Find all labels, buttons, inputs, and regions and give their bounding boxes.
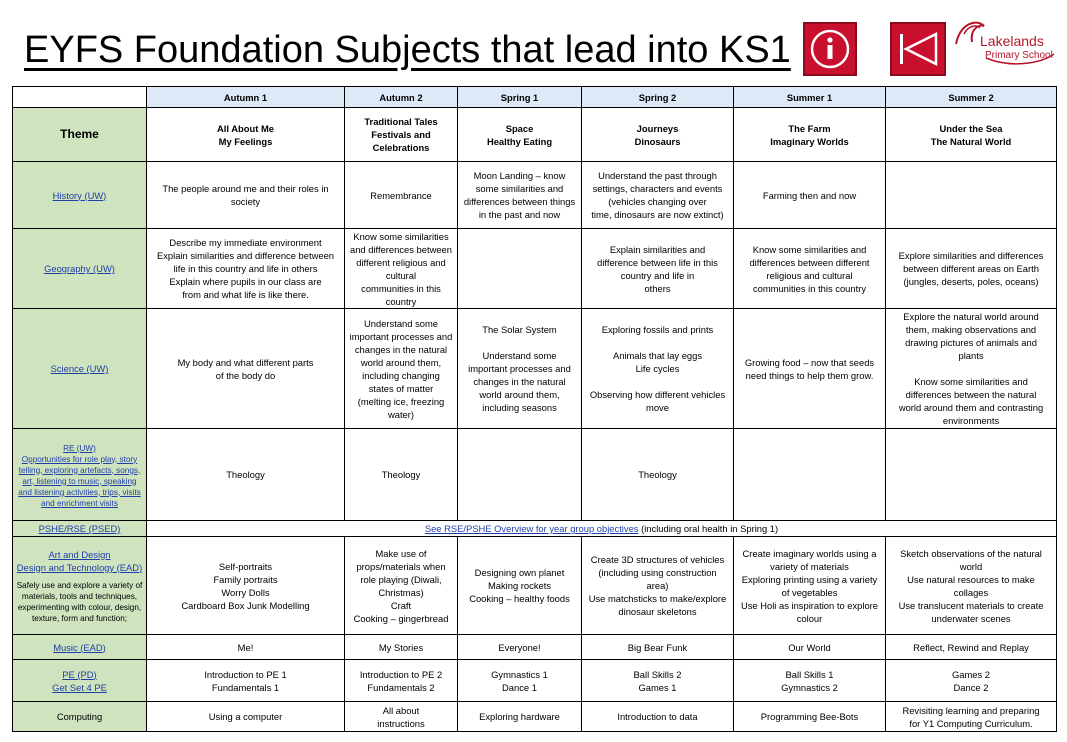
music-row [13, 635, 1057, 660]
cell-line: Theology [381, 469, 421, 480]
cell-line: them, making observations and [905, 324, 1037, 335]
theme-row [13, 108, 1057, 162]
cell-line: Introduction to PE 2 [359, 668, 443, 680]
table-cell [345, 162, 458, 229]
cell-line: Theology [638, 469, 677, 480]
re-note-link[interactable]: Opportunities for role play, story telling, exploring artefacts, songs, art, listening to music, speaking and listening activities, trips, visits and enrichment visits [18, 454, 141, 508]
cell-line: of the body do [215, 369, 276, 381]
cell-line: Healthy Eating [486, 135, 553, 147]
table-cell [886, 537, 1057, 635]
table-cell [734, 660, 886, 702]
table-cell [582, 108, 734, 162]
cell-line: Dinosaurs [634, 135, 681, 147]
cell-line: important processes and [468, 363, 571, 374]
table-cell [734, 309, 886, 429]
get-set-4-pe-link[interactable]: Get Set 4 PE [52, 681, 107, 693]
cell-line: colour [796, 612, 823, 624]
cell-line: society [230, 196, 261, 207]
cell-line: states of matter [368, 382, 434, 394]
cell-line: changes in the natural [473, 376, 566, 387]
table-cell [582, 702, 734, 732]
cell-line: Moon Landing – know [473, 170, 566, 181]
info-icon[interactable] [803, 22, 857, 76]
row-label-computing: Computing [13, 702, 147, 732]
cell-line: Gymnastics 2 [781, 681, 838, 693]
table-cell [147, 537, 345, 635]
cell-line: changes in the natural [354, 343, 448, 355]
cell-line: Know some similarities [353, 230, 449, 242]
cell-line: country and life in [620, 269, 695, 281]
cell-line: Our World [788, 641, 831, 653]
science-row [13, 309, 1057, 429]
cell-line: move [646, 402, 669, 413]
cell-line: Fundamentals 2 [367, 681, 435, 693]
cell-line: underwater scenes [931, 612, 1011, 624]
table-cell [345, 537, 458, 635]
art-link[interactable]: Art and Design [48, 548, 111, 560]
cell-line: time, dinosaurs are now extinct) [591, 209, 724, 220]
cell-line: religious and cultural [766, 269, 853, 281]
cell-line: Cardboard Box Junk Modelling [181, 599, 310, 611]
cell-line: world around them, [360, 356, 442, 368]
table-cell [458, 429, 582, 521]
cell-line: Festivals and [371, 129, 431, 140]
table-cell [886, 162, 1057, 229]
cell-line: Revisiting learning and preparing [902, 704, 1040, 716]
cell-line [584, 336, 731, 349]
cell-line: Self-portraits [218, 560, 273, 572]
play-triangle-icon[interactable] [890, 22, 946, 76]
cell-line: Exploring printing using a variety [741, 573, 878, 585]
cell-line: Me! [237, 641, 254, 653]
cell-line: collages [953, 586, 989, 598]
column-header: Summer 2 [886, 87, 1057, 108]
cell-line: others [644, 282, 671, 294]
row-label-theme: Theme [13, 108, 147, 162]
cell-line: different religious and [356, 256, 446, 268]
cell-line: between different areas on Earth [903, 263, 1039, 274]
cell-line: Cooking – healthy foods [469, 593, 570, 604]
cell-line: Under the Sea [939, 122, 1003, 134]
cell-line: (including using construction [598, 567, 717, 578]
cell-line: including changing [362, 369, 440, 381]
table-cell [458, 537, 582, 635]
cell-line: Explain where pupils in our class are [169, 276, 322, 287]
cell-line: Use translucent materials to create [898, 599, 1044, 611]
row-label-geography[interactable] [13, 229, 147, 309]
table-cell [147, 429, 345, 521]
row-label-pshe[interactable] [13, 521, 147, 537]
table-cell [345, 702, 458, 732]
table-cell [582, 229, 734, 309]
cell-line: water) [387, 408, 415, 420]
cell-line: life in this country and life in others [173, 263, 318, 274]
table-cell [582, 309, 734, 429]
art-note: Safely use and explore a variety of materials, tools and techniques, experimenting with colour, design, texture, form and function; [16, 580, 143, 623]
row-label-music[interactable] [13, 635, 147, 660]
header-row [13, 87, 1057, 108]
column-header: Autumn 2 [345, 87, 458, 108]
table-cell [345, 108, 458, 162]
cell-line [460, 336, 579, 349]
cell-line: Explore similarities and differences [898, 250, 1044, 261]
table-cell [582, 162, 734, 229]
cell-line: Programming Bee-Bots [760, 711, 859, 722]
cell-line: some similarities and [475, 183, 564, 194]
row-label-history[interactable] [13, 162, 147, 229]
cell-line: differences between things [463, 196, 576, 207]
cell-line: variety of materials [770, 560, 849, 572]
table-cell [147, 162, 345, 229]
pshe-cell [147, 521, 1057, 537]
cell-line: Farming then and now [762, 189, 857, 201]
cell-line: The people around me and their roles in [162, 183, 329, 194]
cell-line: Traditional Tales [364, 116, 438, 127]
table-cell [886, 309, 1057, 429]
cell-line: My body and what different parts [177, 356, 314, 368]
cell-line: Use matchsticks to make/explore [588, 593, 727, 604]
cell-line: plants [958, 350, 984, 361]
pshe-link[interactable]: PSHE/RSE (PSED) [38, 523, 121, 534]
cell-line: Fundamentals 1 [211, 681, 280, 693]
table-cell [734, 635, 886, 660]
row-label-re[interactable] [13, 429, 147, 521]
table-cell [147, 108, 345, 162]
cell-line: differences between the natural [905, 389, 1037, 400]
table-cell [458, 635, 582, 660]
cell-line: settings, characters and events [592, 183, 723, 194]
table-cell [147, 660, 345, 702]
cell-line: area) [646, 580, 669, 591]
music-link[interactable]: Music (EAD) [53, 641, 106, 653]
cell-line: Games 1 [638, 681, 677, 693]
cell-line: Dance 2 [953, 681, 989, 693]
cell-line: Everyone! [498, 641, 541, 653]
cell-line: world around them, [479, 389, 560, 400]
dt-link[interactable]: Design and Technology (EAD) [16, 561, 143, 573]
cell-line: Understand the past through [598, 170, 717, 181]
cell-line: Animals that lay eggs [612, 350, 703, 361]
cell-line: Create imaginary worlds using a [742, 547, 877, 559]
cell-line: need things to help them grow. [745, 369, 874, 381]
corner-cell [13, 87, 147, 108]
cell-line: Worry Dolls [221, 586, 270, 598]
cell-line: instructions [377, 717, 425, 729]
cell-line: Designing own planet [474, 567, 565, 578]
cell-line: dinosaur skeletons [618, 606, 697, 617]
geography-link[interactable]: Geography (UW) [44, 263, 115, 274]
cell-line: for Y1 Computing Curriculum. [909, 717, 1033, 729]
row-label-pe[interactable] [13, 660, 147, 702]
cell-line: Exploring hardware [479, 711, 560, 722]
page-title: EYFS Foundation Subjects that lead into KS1 [24, 29, 791, 71]
cell-line: (jungles, deserts, poles, oceans) [903, 276, 1039, 287]
cell-line: Use Holi as inspiration to explore [740, 599, 879, 611]
table-cell [582, 635, 734, 660]
table-cell [734, 229, 886, 309]
cell-line: world around them and contrasting [898, 402, 1044, 413]
cell-line: Introduction to data [617, 711, 698, 722]
pe-row [13, 660, 1057, 702]
cell-line: My Feelings [218, 135, 273, 147]
cell-line: Craft [390, 599, 412, 611]
cell-line: The Natural World [930, 135, 1012, 147]
cell-line: Journeys [636, 122, 679, 134]
cell-line: and differences between [350, 243, 452, 255]
table-cell [345, 635, 458, 660]
cell-line: Imaginary Worlds [770, 135, 849, 147]
cell-line: Explore the natural world around [903, 311, 1039, 322]
table-cell [345, 229, 458, 309]
cell-line: from and what life is like there. [182, 289, 309, 300]
table-cell [345, 309, 458, 429]
cell-line: drawing pictures of animals and [905, 337, 1037, 348]
cell-line: Celebrations [372, 142, 430, 153]
cell-line: important processes and [349, 330, 453, 342]
table-cell [886, 229, 1057, 309]
cell-line: (melting ice, freezing [357, 395, 445, 407]
art-row [13, 537, 1057, 635]
table-cell [458, 702, 582, 732]
cell-line [584, 375, 731, 388]
cell-line: world [959, 560, 983, 572]
cell-line: Gymnastics 1 [491, 668, 548, 680]
cell-line [888, 362, 1054, 375]
history-row [13, 162, 1057, 229]
table-cell [345, 660, 458, 702]
school-name: Lakelands [980, 33, 1044, 49]
column-header: Autumn 1 [147, 87, 345, 108]
table-cell [458, 162, 582, 229]
re-link[interactable]: RE (UW) [63, 443, 96, 453]
cell-line: Introduction to PE 1 [204, 668, 287, 680]
table-cell [734, 702, 886, 732]
cell-line: including seasons [482, 402, 557, 413]
row-label-science[interactable] [13, 309, 147, 429]
cell-line: Know some similarities and [752, 243, 867, 255]
table-cell [345, 429, 458, 521]
table-cell [734, 162, 886, 229]
school-subtitle: Primary School [985, 50, 1053, 61]
table-cell [734, 108, 886, 162]
cell-line: Ball Skills 1 [785, 668, 834, 680]
cell-line: Using a computer [208, 711, 283, 722]
cell-line: Describe my immediate environment [169, 237, 322, 248]
cell-line: Family portraits [213, 573, 278, 585]
cell-line: communities in this country [752, 282, 867, 294]
cell-line: Understand some [364, 317, 438, 329]
table-cell [886, 635, 1057, 660]
column-header: Spring 1 [458, 87, 582, 108]
cell-line: The Solar System [482, 324, 557, 335]
pshe-row [13, 521, 1057, 537]
cell-line: (vehicles changing over [608, 196, 707, 207]
cell-line: Explain similarities and difference between [156, 250, 334, 261]
cell-line: difference between life in this [597, 256, 718, 268]
table-cell [582, 537, 734, 635]
cell-line: All About Me [217, 122, 274, 134]
cell-line: Exploring fossils and prints [601, 324, 714, 335]
cell-line: in the past and now [478, 209, 561, 220]
table-cell [458, 660, 582, 702]
table-cell [147, 309, 345, 429]
cell-line: cultural [385, 269, 417, 281]
cell-line: Explain similarities and [609, 243, 706, 255]
table-cell [886, 702, 1057, 732]
cell-line: Remembrance [370, 189, 432, 201]
cell-line: Know some similarities and [914, 376, 1028, 387]
table-cell [886, 108, 1057, 162]
cell-line: Christmas) [378, 586, 424, 598]
table-cell [582, 429, 734, 521]
cell-line: differences between different [749, 256, 870, 268]
cell-line: Life cycles [635, 363, 680, 374]
cell-line: Big Bear Funk [627, 641, 688, 653]
table-cell [147, 702, 345, 732]
cell-line: Ball Skills 2 [633, 668, 682, 680]
cell-line: environments [942, 415, 1000, 426]
cell-line: Space [505, 122, 534, 134]
table-cell [147, 229, 345, 309]
cell-line: Games 2 [951, 668, 991, 680]
curriculum-table [12, 86, 1057, 732]
pshe-suffix: (including oral health in Spring 1) [638, 523, 779, 534]
pe-link[interactable]: PE (PD) [62, 668, 97, 680]
column-header: Spring 2 [582, 87, 734, 108]
cell-line: country [385, 295, 417, 307]
cell-line: Create 3D structures of vehicles [590, 554, 725, 565]
row-label-art[interactable] [13, 537, 147, 635]
table-cell [147, 635, 345, 660]
cell-line: All about [382, 704, 420, 716]
cell-line: Making rockets [487, 580, 552, 591]
table-cell [734, 537, 886, 635]
cell-line: props/materials when [356, 560, 446, 572]
cell-line: Growing food – now that seeds [744, 356, 875, 368]
cell-line: role playing (Diwali, [360, 573, 442, 585]
cell-line: My Stories [378, 641, 424, 653]
cell-line: Observing how different vehicles [589, 389, 726, 400]
history-link[interactable]: History (UW) [52, 189, 107, 201]
table-cell [458, 229, 582, 309]
table-cell [458, 108, 582, 162]
re-row [13, 429, 1057, 521]
column-header: Summer 1 [734, 87, 886, 108]
table-cell [582, 660, 734, 702]
cell-line: The Farm [788, 122, 831, 134]
geography-row [13, 229, 1057, 309]
cell-line: of vegetables [781, 586, 838, 598]
science-link[interactable]: Science (UW) [50, 363, 109, 374]
cell-line: communities in this [361, 282, 441, 294]
cell-line: Sketch observations of the natural [900, 547, 1042, 559]
cell-line: Reflect, Rewind and Replay [913, 641, 1029, 653]
cell-line: Understand some [482, 350, 557, 361]
cell-line: Dance 1 [502, 681, 537, 693]
cell-line: Theology [226, 469, 265, 480]
table-cell [886, 660, 1057, 702]
table-cell [458, 309, 582, 429]
pshe-overview-link[interactable]: See RSE/PSHE Overview for year group objectives [424, 523, 639, 534]
computing-row [13, 702, 1057, 732]
table-cell [886, 429, 1057, 521]
cell-line: Cooking – gingerbread [353, 612, 449, 624]
cell-line: Make use of [375, 547, 427, 559]
table-cell [734, 429, 886, 521]
cell-line: Use natural resources to make [907, 573, 1035, 585]
